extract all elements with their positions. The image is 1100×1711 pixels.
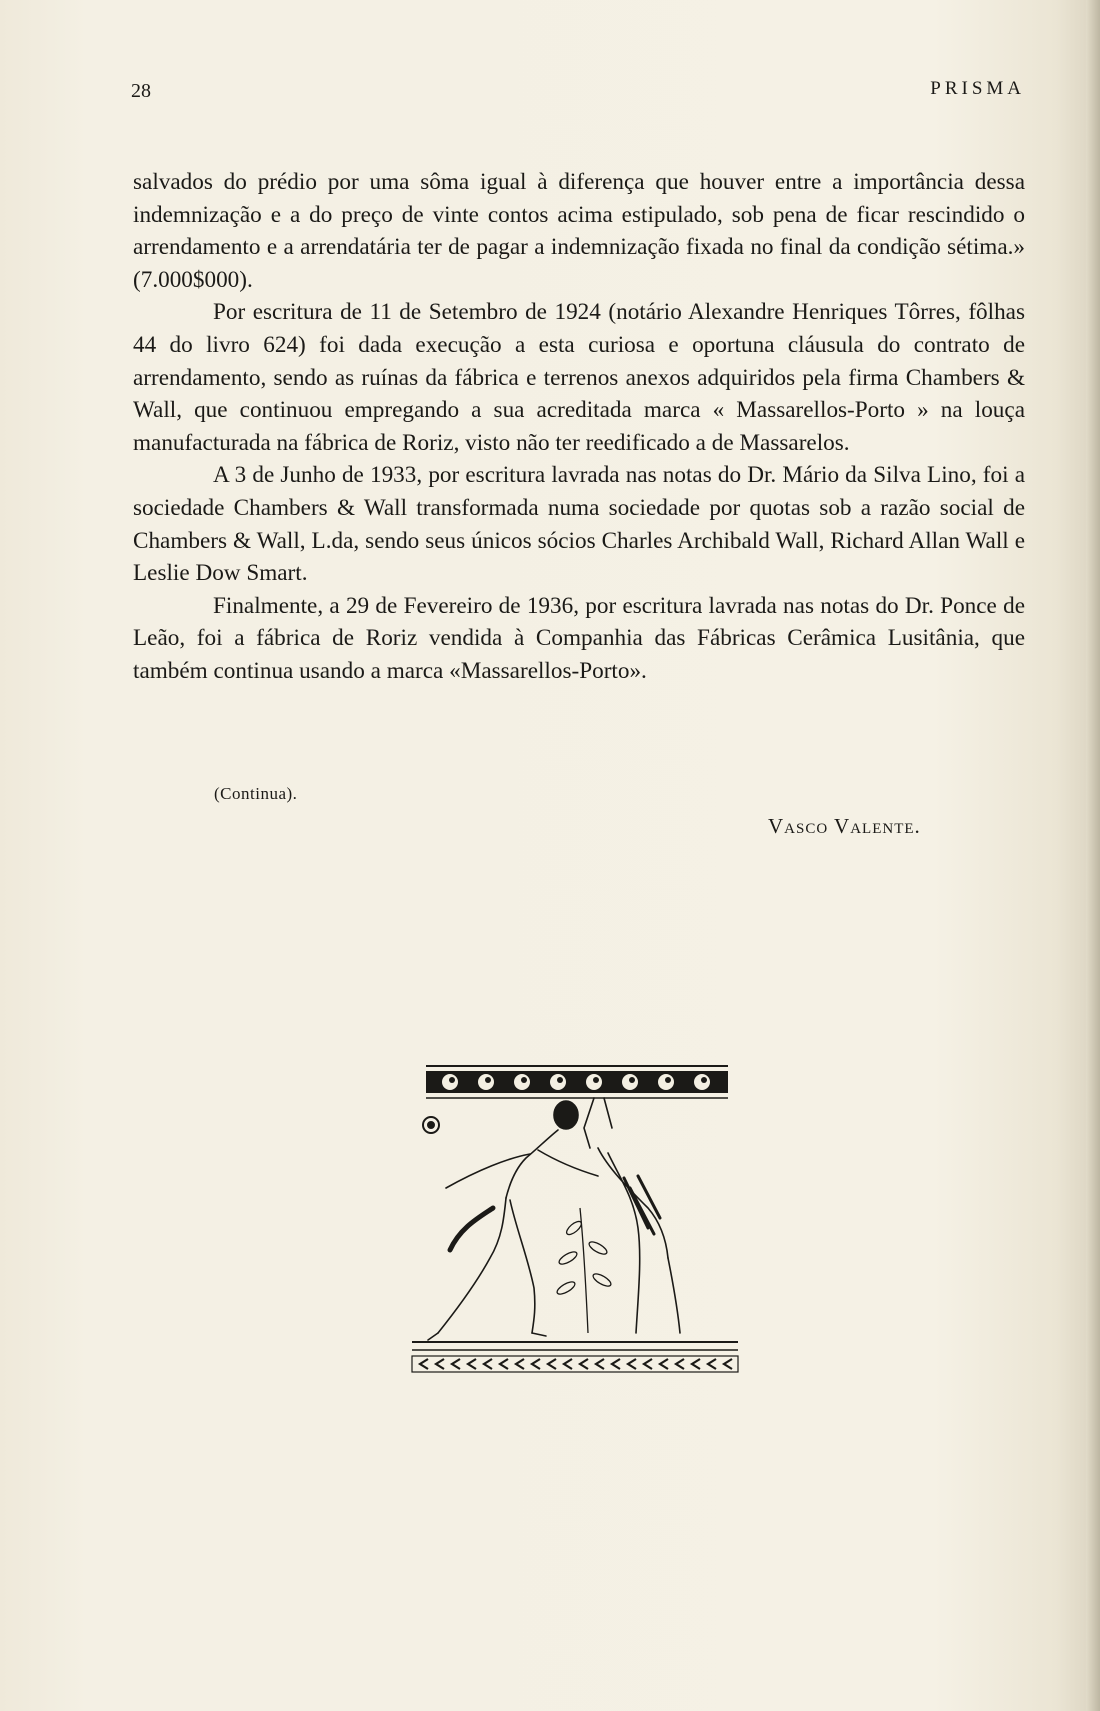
running-header <box>131 78 1025 108</box>
continued-note: (Continua). <box>214 784 298 803</box>
vase-illustration <box>398 1058 764 1403</box>
page-edge-shadow <box>1086 0 1100 1711</box>
author-signature: Vasco Valente. <box>768 814 921 838</box>
paragraph-3: A 3 de Junho de 1933, por escritura lavrada nas notas do Dr. Mário da Silva Lino, foi a sociedade Chambers & Wall transformada numa sociedade por quotas sob a razão social de Chambers & Wall, L.da, sendo seus únicos sócios Charles Archibald Wall, Richard Allan Wall e Leslie Dow Smart. <box>133 462 1025 587</box>
page-number: 28 <box>131 80 151 102</box>
handle-ornament <box>423 1117 439 1133</box>
goat-figure <box>584 1098 680 1333</box>
meander-border-bottom <box>412 1342 738 1372</box>
paragraph-1: salvados do prédio por uma sôma igual à diferença que houver entre a importância dessa indemnização e a do preço de vinte contos acima estipulado, sob pena de ficar rescindido o arrendamento e a arrendatária ter de pagar a indemnização fixada no final da condição sétima.» (7.000$000). <box>133 169 1025 293</box>
paragraph-2: Por escritura de 11 de Setembro de 1924 (notário Alexandre Henriques Tôrres, fôlhas 44 do livro 624) foi dada execução a esta curiosa e oportuna cláusula do contrato de arrendamento, sendo as ruínas da fábrica e terrenos anexos adquiridos pela firma Chambers & Wall, que continuou empregando a sua acreditada marca « Massarellos-Porto » na louça manufacturada na fábrica de Roriz, visto não ter reedificado a de Massarelos. <box>133 299 1025 456</box>
satyr-figure <box>428 1101 598 1340</box>
running-title: PRISMA <box>930 78 1025 99</box>
plant-sprig <box>555 1208 612 1333</box>
wave-border-top <box>426 1066 728 1098</box>
paragraph-4: Finalmente, a 29 de Fevereiro de 1936, por escritura lavrada nas notas do Dr. Ponce de Leão, foi a fábrica de Roriz vendida à Companhia das Fábricas Cerâmica Lusitânia, que também continua usando a marca «Massarellos-Porto». <box>133 592 1025 684</box>
article-body <box>133 166 1025 688</box>
